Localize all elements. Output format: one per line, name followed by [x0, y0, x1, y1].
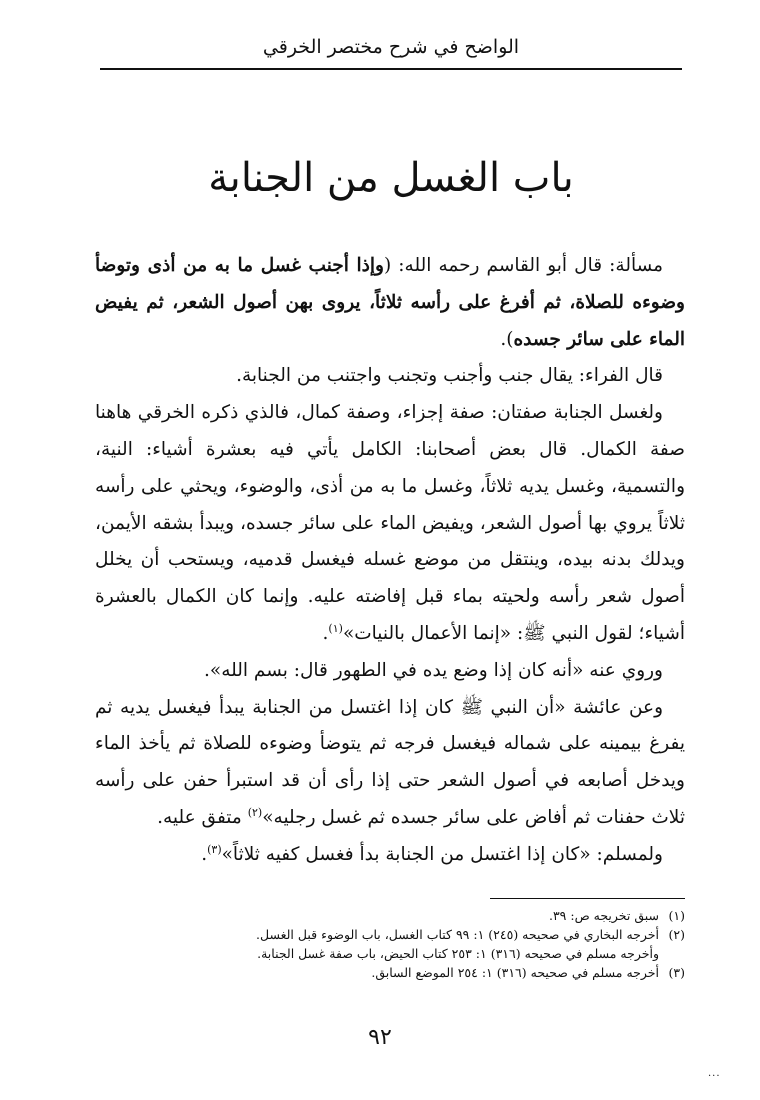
footnote-number: (٣): [668, 965, 685, 980]
chapter-title: باب الغسل من الجنابة: [208, 155, 574, 201]
footnote-2-continued: [95, 944, 685, 963]
footnote-text: وأخرجه مسلم في صحيحه (٣١٦) ١: ٢٥٣ كتاب الحيض، باب صفة غسل الجنابة.: [257, 946, 659, 961]
masala-quote: وإذا أجنب غسل ما به من أذى وتوضأ وضوءه للصلاة، ثم أفرغ على رأسه ثلاثاً، يروى بهن أصول الشعر، ثم يفيض الماء على سائر جسده: [95, 255, 685, 350]
paragraph-ghusl-types: [95, 395, 685, 653]
paragraph-tasmiya: وروي عنه «أنه كان إذا وضع يده في الطهور قال: بسم الله».: [204, 659, 663, 681]
main-text: [95, 248, 685, 874]
paragraph-farra: قال الفراء: يقال جنب وأجنب وتجنب واجتنب من الجنابة.: [236, 365, 663, 387]
muslim-text: ولمسلم: «كان إذا اغتسل من الجنابة بدأ فغسل كفيه ثلاثاً»: [221, 843, 663, 865]
ghusl-types-end: .: [322, 622, 329, 644]
paragraph-muslim: [95, 837, 685, 874]
footnote-text: أخرجه مسلم في صحيحه (٣١٦) ١: ٢٥٤ الموضع السابق.: [371, 965, 659, 980]
masala-intro: مسألة: قال أبو القاسم رحمه الله: (: [384, 255, 664, 276]
paragraph-masala: [95, 248, 685, 358]
page-number: ٩٢: [368, 1025, 392, 1050]
footnote-text: سبق تخريجه ص: ٣٩.: [548, 908, 659, 923]
footnote-number: (١): [668, 908, 685, 923]
corner-mark: ...: [708, 1068, 721, 1079]
header-rule: [100, 68, 682, 70]
footnote-3: [95, 963, 685, 982]
footnote-ref-1: (١): [328, 621, 343, 635]
footnote-text: أخرجه البخاري في صحيحه (٢٤٥) ١: ٩٩ كتاب الغسل، باب الوضوء قبل الغسل.: [256, 927, 659, 942]
paragraph-aisha-hadith: [95, 690, 685, 837]
running-header: الواضح في شرح مختصر الخرقي: [262, 36, 520, 58]
aisha-hadith-end: متفق عليه.: [157, 806, 248, 828]
muslim-end: .: [201, 843, 208, 865]
aisha-hadith-text: وعن عائشة «أن النبي ﷺ كان إذا اغتسل من الجنابة يبدأ فيغسل يديه ثم يفرغ بيمينه على شماله فيغسل فرجه ثم يتوضأ وضوءه للصلاة ثم يأخذ الماء ويدخل أصابعه في أصول الشعر حتى إذا رأى أن قد استبرأ حفن على رأسه ثلاث حفنات ثم أفاض على سائر جسده ثم غسل رجليه»: [95, 696, 685, 828]
footnote-ref-2: (٢): [247, 805, 263, 819]
footnote-1: [95, 906, 685, 925]
masala-end: ).: [500, 328, 514, 350]
footnote-ref-3: (٣): [207, 842, 222, 856]
footnote-number: (٢): [668, 927, 685, 942]
footnote-rule: [490, 898, 685, 899]
ghusl-types-text: ولغسل الجنابة صفتان: صفة إجزاء، وصفة كمال، فالذي ذكره الخرقي هاهنا صفة الكمال. قال بعض أصحابنا: الكامل يأتي فيه بعشرة أشياء: النية، والتسمية، وغسل يديه ثلاثاً، وغسل ما به من أذى، والوضوء، ويحثي على رأسه ثلاثاً يروي بها أصول الشعر، ويفيض الماء على سائر جسده، ويبدأ بشقه الأيمن، ويدلك بدنه بيده، وينتقل من موضع غسله فيغسل قدميه، ويستحب أن يخلل أصول شعر رأسه ولحيته بماء قبل إفاضته عليه. وإنما كان الكمال بالعشرة أشياء؛ لقول النبي ﷺ: «إنما الأعمال بالنيات»: [95, 402, 685, 644]
footnote-2: [95, 925, 685, 944]
footnotes: [95, 906, 685, 982]
